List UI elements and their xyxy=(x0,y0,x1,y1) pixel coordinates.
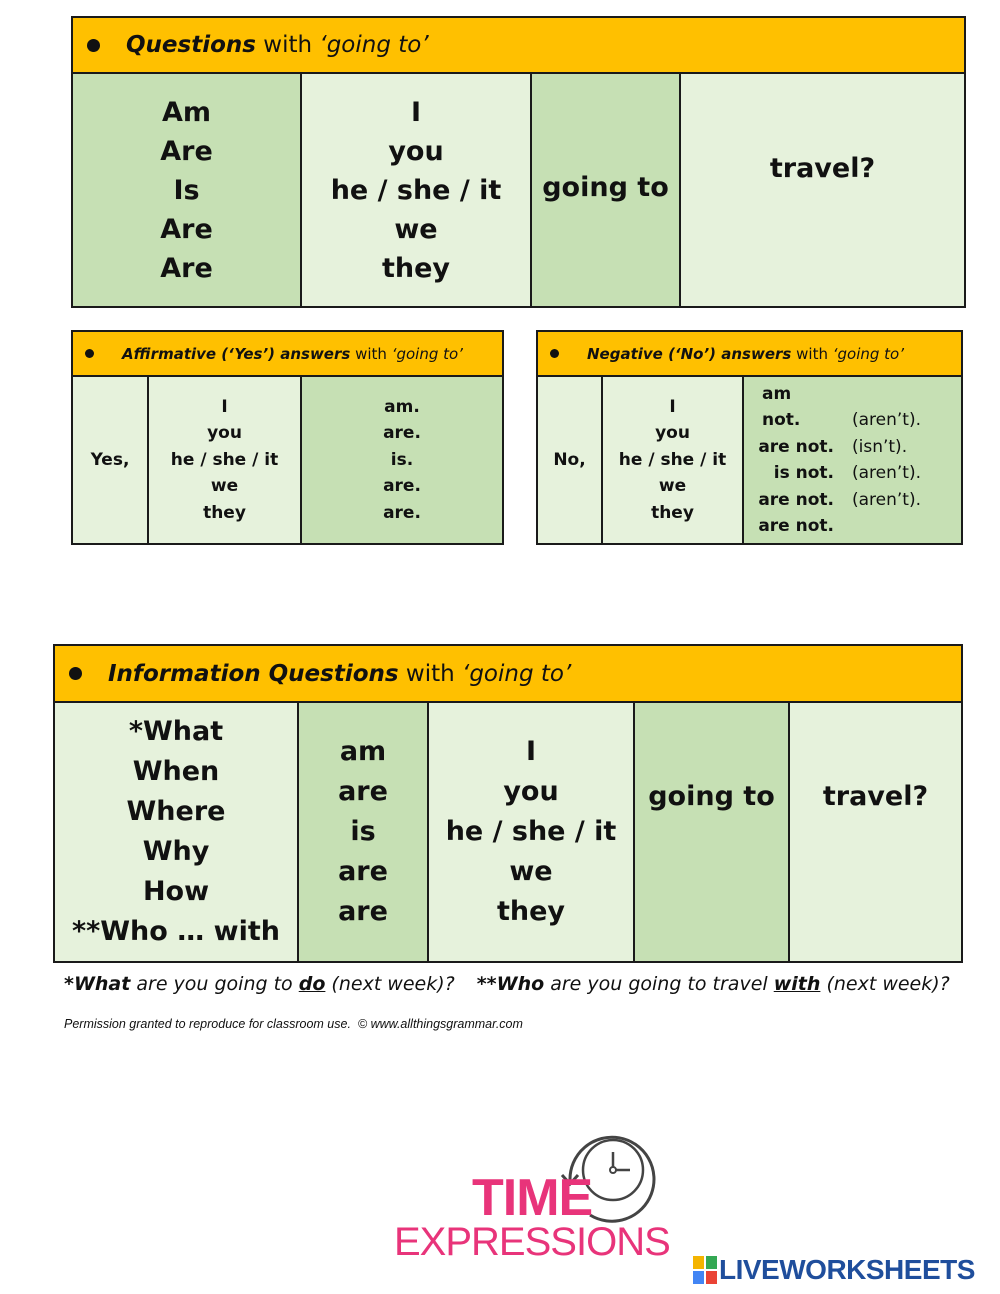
footnote-what: What xyxy=(73,973,131,995)
logo-line1: TIME xyxy=(472,1169,593,1227)
cell: he / she / it xyxy=(445,816,617,847)
affirmative-aux-column xyxy=(300,377,502,543)
cell: are. xyxy=(383,423,421,444)
cell: **Who … with xyxy=(72,916,280,947)
cell: he / she / it xyxy=(170,449,279,470)
cell: I xyxy=(525,736,537,767)
info-questions-table xyxy=(53,644,963,963)
cell: are xyxy=(338,776,388,807)
affirmative-yes-column xyxy=(73,377,147,543)
footnote xyxy=(64,973,950,995)
cell: you xyxy=(655,423,690,444)
cell: going to xyxy=(542,171,669,203)
cell: they xyxy=(496,896,566,927)
bullet-icon xyxy=(550,349,559,358)
info-title-bold: Information Questions xyxy=(108,660,399,687)
footnote-end1: (next week)? xyxy=(325,973,455,995)
info-header xyxy=(55,646,961,703)
affirmative-table xyxy=(71,330,504,545)
footnote-star1: * xyxy=(64,973,74,995)
questions-title-bold: Questions xyxy=(126,32,256,58)
footnote-who: Who xyxy=(496,973,545,995)
questions-going-column xyxy=(530,74,679,306)
brand-text[interactable]: LIVEWORKSHEETS xyxy=(719,1254,975,1285)
cell: are not. xyxy=(758,489,834,510)
cell: we xyxy=(509,856,553,887)
cell: you xyxy=(207,423,242,444)
cell: Why xyxy=(142,836,210,867)
cell: am. xyxy=(384,396,420,417)
negative-aux-column xyxy=(742,377,961,543)
cell: is xyxy=(350,816,376,847)
cell: (isn’t). xyxy=(852,436,908,457)
negative-title-bold: Negative (‘No’) answers xyxy=(587,344,792,363)
negative-table xyxy=(536,330,963,545)
affirmative-header xyxy=(73,332,502,377)
negative-header xyxy=(538,332,961,377)
cell: going to xyxy=(648,781,775,812)
questions-aux-column xyxy=(73,74,300,306)
cell: I xyxy=(410,96,422,128)
logo-line2: EXPRESSIONS xyxy=(394,1220,670,1264)
negative-title-italic: ‘going to’ xyxy=(832,344,904,363)
cell: How xyxy=(142,876,210,907)
questions-subject-column xyxy=(300,74,530,306)
cell: he / she / it xyxy=(330,174,502,206)
cell: Is xyxy=(173,174,200,206)
negative-title-mid: with xyxy=(791,344,833,363)
cell: they xyxy=(651,502,694,523)
footnote-star2: ** xyxy=(476,973,497,995)
footnote-text1: are you going to xyxy=(130,973,299,995)
liveworksheets-brand xyxy=(693,1254,975,1286)
footnote-with: with xyxy=(773,973,821,995)
info-wh-column xyxy=(55,703,297,961)
cell: Are xyxy=(160,252,213,284)
cell: travel? xyxy=(822,781,929,812)
bullet-icon xyxy=(69,667,82,680)
affirmative-subject-column xyxy=(147,377,300,543)
questions-title-mid: with xyxy=(255,32,320,58)
cell: am not. xyxy=(762,383,801,430)
questions-header xyxy=(73,18,964,74)
cell: are xyxy=(338,856,388,887)
info-going-column xyxy=(633,703,788,961)
cell: No, xyxy=(553,450,586,470)
questions-verb-column xyxy=(679,74,964,306)
liveworksheets-icon xyxy=(693,1256,717,1284)
cell: we xyxy=(658,476,687,497)
cell: are not. xyxy=(758,516,834,536)
footnote-end2: (next week)? xyxy=(820,973,950,995)
cell: Am xyxy=(161,96,212,128)
cell: he / she / it xyxy=(618,449,727,470)
cell: travel? xyxy=(769,153,876,184)
questions-table xyxy=(71,16,966,308)
cell: are. xyxy=(383,476,421,497)
cell: is. xyxy=(390,449,414,470)
cell: they xyxy=(203,502,246,523)
cell: are not. xyxy=(758,436,834,457)
cell: (aren’t). xyxy=(852,463,922,483)
cell xyxy=(852,381,921,408)
affirmative-title-mid: with xyxy=(350,344,392,363)
footnote-text2: are you going to travel xyxy=(544,973,774,995)
cell: is not. xyxy=(773,463,834,483)
cell: I xyxy=(669,396,676,417)
cell: Are xyxy=(160,213,213,245)
info-title-italic: ‘going to’ xyxy=(462,660,572,687)
negative-subject-column xyxy=(601,377,742,543)
cell: you xyxy=(388,135,444,167)
cell: am xyxy=(339,736,387,767)
cell: When xyxy=(132,756,220,787)
cell: I xyxy=(221,396,228,417)
info-verb-column xyxy=(788,703,961,961)
cell: we xyxy=(394,213,438,245)
footnote-do: do xyxy=(298,973,326,995)
cell: you xyxy=(503,776,559,807)
questions-title-italic: ‘going to’ xyxy=(319,32,429,58)
cell: are xyxy=(338,896,388,927)
bullet-icon xyxy=(87,39,100,52)
info-aux-column xyxy=(297,703,427,961)
time-expressions-logo xyxy=(390,1120,700,1270)
cell: Are xyxy=(160,135,213,167)
permission-note: Permission granted to reproduce for classroom use. © www.allthingsgrammar.com xyxy=(64,1017,523,1031)
cell: (aren’t). xyxy=(852,410,922,430)
cell: (aren’t). xyxy=(852,489,922,510)
cell: Yes, xyxy=(90,450,130,470)
info-title-mid: with xyxy=(398,660,463,687)
cell: they xyxy=(381,252,451,284)
cell: are. xyxy=(383,502,421,523)
cell: *What xyxy=(128,716,224,747)
affirmative-title-italic: ‘going to’ xyxy=(391,344,463,363)
cell: we xyxy=(210,476,239,497)
cell: Where xyxy=(126,796,226,827)
info-subject-column xyxy=(427,703,633,961)
bullet-icon xyxy=(85,349,94,358)
negative-no-column xyxy=(538,377,601,543)
affirmative-title-bold: Affirmative (‘Yes’) answers xyxy=(122,344,351,363)
